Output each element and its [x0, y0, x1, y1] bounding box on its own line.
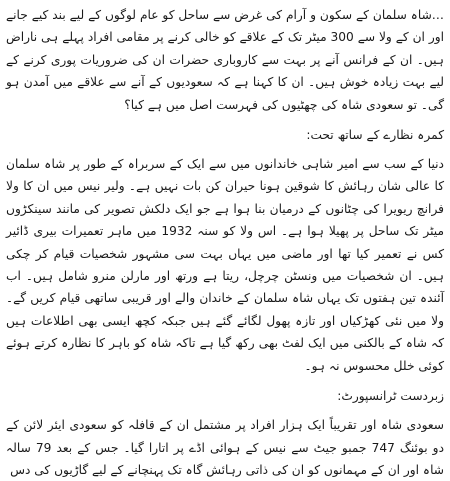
article-paragraph: …شاہ سلمان کے سکون و آرام کی غرض سے ساحل کو عام لوگوں کے لیے بند کیے جانے اور ان کے ولا سے 300 میٹر تک کے علاقے کو خالی کرنے پر مقامی افراد پہلے ہی ناراض ہیں۔ ان کے فرانس آنے پر بہت سے کاروباری حضرات ان کی ضروریات پوری کرنے کے لیے بہت زیادہ خوش ہیں۔ ان کا کہنا ہے کہ سعودیوں کے آنے سے علاقے میں آمدن ہو گی۔ تو سعودی شاہ کی چھٹیوں کی فہرست اصل میں ہے کیا؟	[6, 8, 444, 112]
section-heading: زبردست ٹرانسپورٹ:	[337, 389, 444, 404]
article-paragraph: دنیا کے سب سے امیر شاہی خاندانوں میں سے ایک کے سربراہ کے طور پر شاہ سلمان کا عالی شان رہائش کا شوقین ہونا حیران کن بات نہیں ہے۔ ولیر نیس میں ان کا ولا فرانچ ریویرا کی چٹانوں کے درمیان بنا ہوا ہے جو ایک دلکش تصویر کی مانند سینکڑوں میٹر تک ساحل پر پھیلا ہوا ہے۔ اس ولا کو سنہ 1932 میں ماہر تعمیرات بیری ڈائیر کس نے تعمیر کیا تھا اور ماضی میں یہاں بہت سی مشہور شخصیات قیام کر چکی ہیں۔ ان شخصیات میں ونسٹن چرچل، ریتا ہے ورتھ اور مارلن منرو شامل ہیں۔ اب آئندہ تین ہفتوں تک یہاں شاہ سلمان کے خاندان والے اور قریبی ساتھی قیام کریں گے۔ ولا میں نئی کھڑکیاں اور تازہ پھول لگائے گئے ہیں جبکہ کچھ ایسی بھی اطلاعات ہیں کہ شاہ کے بالکنی میں ایک لفٹ بھی رکھ گیا ہے تاکہ شاہ کو باہر کا نظارہ کرتے ہوئے کوئی خلل محسوس نہ ہو۔	[6, 157, 445, 373]
section-heading: کمرہ نظارے کے ساتھ تحت:	[306, 128, 444, 143]
article-paragraph: سعودی شاہ اور تقریباً ایک ہزار افراد پر مشتمل ان کے قافلہ کو سعودی ایئر لائن کے دو بوئنگ 747 جمبو جیٹ سے نیس کے ہوائی اڈے پر اتارا گیا۔ جس کے بعد 79 سالہ شاہ اور ان کے مہمانوں کو ان کی ذاتی رہائش گاہ تک پہنچانے کے لیے گاڑیوں کی دس	[6, 418, 444, 477]
